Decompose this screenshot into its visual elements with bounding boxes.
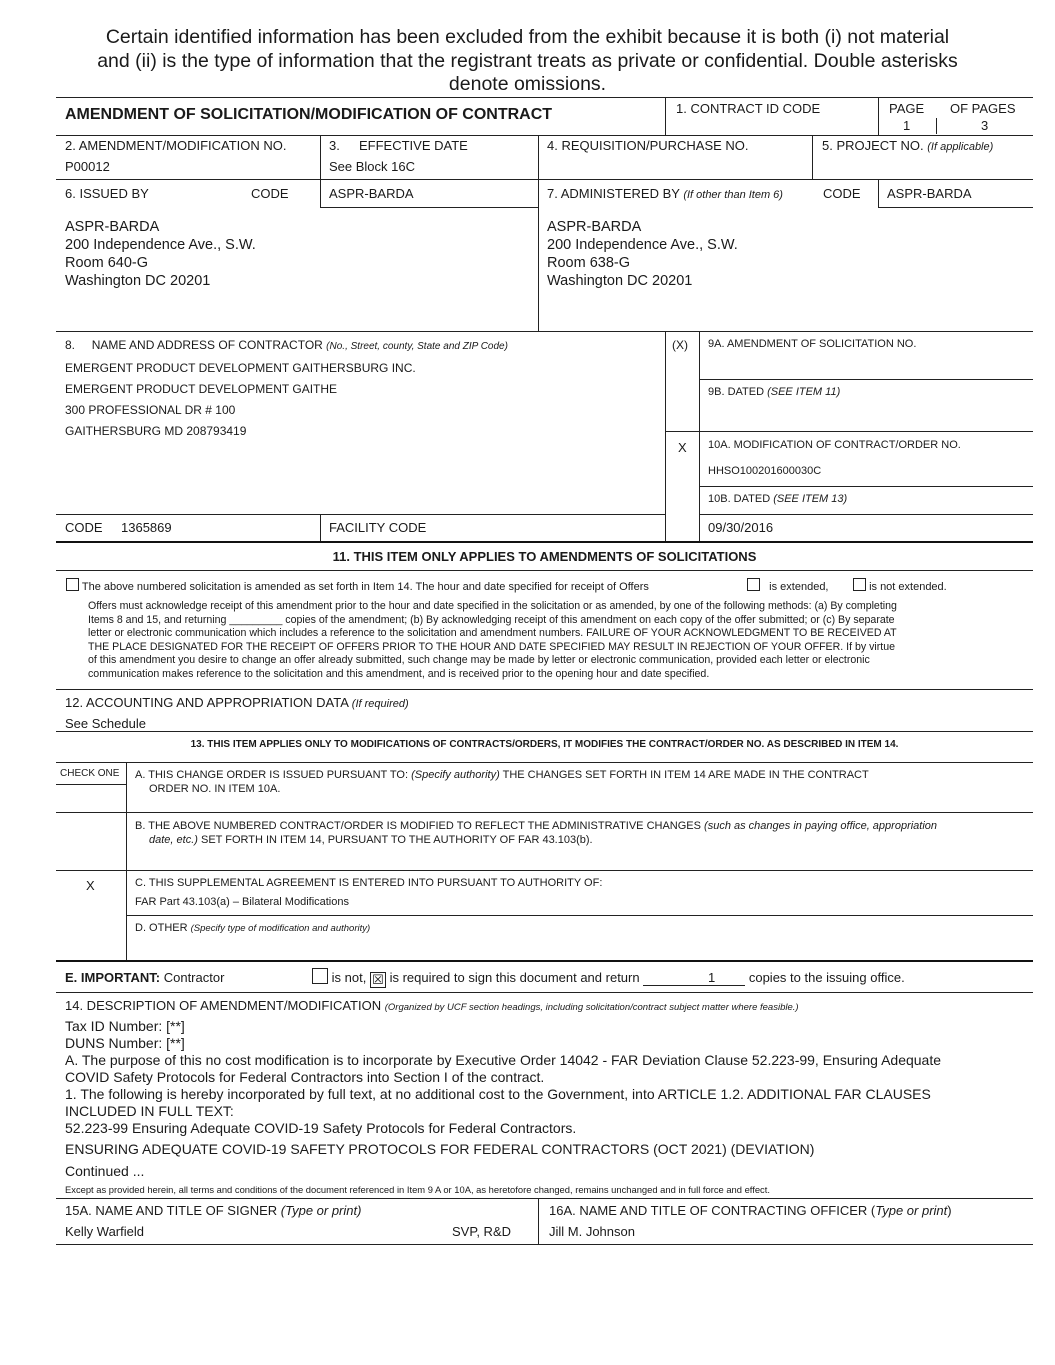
issued-by-label: 6. ISSUED BY xyxy=(65,186,149,201)
form-title: AMENDMENT OF SOLICITATION/MODIFICATION OF CONTRACT xyxy=(65,106,553,123)
is-not-label: is not, xyxy=(331,970,367,985)
option-b-pre: B. THE ABOVE NUMBERED CONTRACT/ORDER IS MODIFIED TO REFLECT THE ADMINISTRATIVE CHANGES xyxy=(135,820,701,832)
requisition-label: 4. REQUISITION/PURCHASE NO. xyxy=(547,138,749,153)
administered-by-text: 7. ADMINISTERED BY xyxy=(547,186,680,201)
signer-label xyxy=(65,1203,361,1218)
item11-line xyxy=(66,578,649,593)
x-column-header: (X) xyxy=(672,338,688,352)
administered-by-address xyxy=(547,218,738,290)
not-extended-option xyxy=(853,578,947,593)
signer-label-text: 15A. NAME AND TITLE OF SIGNER xyxy=(65,1203,278,1218)
address-line: ASPR-BARDA xyxy=(65,219,160,235)
contractor-line: GAITHERSBURG MD 208793419 xyxy=(65,424,247,438)
issued-by-address xyxy=(65,218,256,290)
effective-date-num: 3. xyxy=(329,138,340,153)
option-b-text xyxy=(135,819,1030,847)
instruction-line: THE PLACE DESIGNATED FOR THE RECEIPT OF OFFERS PRIOR TO THE HOUR AND DATE SPECIFIED MAY RESULT IN REJECTION OF YOUR OFFER. If by virtue xyxy=(88,640,896,653)
page-label: PAGE xyxy=(889,101,925,116)
modification-dated-text: 10B. DATED xyxy=(708,493,771,505)
modification-contract-value: HHSO100201600030C xyxy=(708,465,822,477)
option-d-note: (Specify type of modification and authority) xyxy=(190,923,371,934)
banner-line-3: denote omissions. xyxy=(448,73,607,95)
facility-code-label: FACILITY CODE xyxy=(329,520,427,535)
administered-code-label: CODE xyxy=(823,186,861,201)
important-label: E. IMPORTANT: xyxy=(65,970,161,985)
copies-tail: copies to the issuing office. xyxy=(748,970,905,985)
is-extended-option xyxy=(747,578,829,593)
instruction-line: letter or electronic communication which includes a reference to the solicitation and amendment numbers. FAILURE OF YOUR ACKNOWLEDGMENT TO BE RECEIVED AT xyxy=(88,627,897,640)
description-line: INCLUDED IN FULL TEXT: xyxy=(65,1103,234,1119)
copies-count xyxy=(643,970,745,986)
accounting-value: See Schedule xyxy=(65,716,146,731)
officer-label-text: 16A. NAME AND TITLE OF CONTRACTING OFFICER ( xyxy=(549,1203,876,1218)
banner-line-2: and (ii) is the type of information that the registrant treats as private or confidential. Double asterisks xyxy=(97,49,958,72)
is-not-checkbox[interactable] xyxy=(312,968,328,984)
project-no-text: 5. PROJECT NO. xyxy=(822,138,924,153)
description-line: A. The purpose of this no cost modification is to incorporate by Executive Order 14042 - FAR Deviation Clause 52.223-99, Ensuring Adequate xyxy=(65,1052,942,1068)
check-one-label: CHECK ONE xyxy=(60,768,120,779)
modification-check-mark: X xyxy=(678,440,687,455)
terms-footnote: Except as provided herein, all terms and conditions of the document referenced in Item 9 A or 10A, as heretofore changed, remains unchanged and in full force and effect. xyxy=(65,1184,770,1195)
contractor-label-text: NAME AND ADDRESS OF CONTRACTOR xyxy=(91,338,323,352)
project-no-label xyxy=(822,138,993,153)
address-line: Washington DC 20201 xyxy=(547,273,693,289)
instruction-line: Items 8 and 15, and returning _________ copies of the amendment; (b) By acknowledging receipt of this amendment on each copy of the offer submitted; or (c) By separate xyxy=(88,613,895,626)
confidentiality-banner xyxy=(0,26,1055,97)
contractor-address xyxy=(65,358,416,442)
is-required-label: is required to sign this document and return xyxy=(389,970,640,985)
contractor-label xyxy=(65,338,508,352)
banner-line-1: Certain identified information has been excluded from the exhibit because it is both (i) not material xyxy=(105,26,950,48)
contractor-code-value: 1365869 xyxy=(121,520,172,535)
officer-note: Type or print xyxy=(875,1203,948,1218)
option-a-note: (Specify authority) xyxy=(411,769,500,781)
clause-heading: ENSURING ADEQUATE COVID-19 SAFETY PROTOCOLS FOR FEDERAL CONTRACTORS (OCT 2021) (DEVIATION) xyxy=(65,1141,815,1157)
contractor-code-label: CODE xyxy=(65,520,103,535)
description-label-text: 14. DESCRIPTION OF AMENDMENT/MODIFICATION xyxy=(65,998,382,1013)
description-line: 1. The following is hereby incorporated by full text, at no additional cost to the Government, into ARTICLE 1.2. ADDITIONAL FAR CLAUSES xyxy=(65,1086,931,1102)
option-a-pre: A. THIS CHANGE ORDER IS ISSUED PURSUANT TO: xyxy=(135,769,409,781)
option-c-mark: X xyxy=(86,878,95,893)
continued-note: Continued ... xyxy=(65,1163,145,1179)
of-pages-label: OF PAGES xyxy=(950,101,1016,116)
amendment-dated-note: (SEE ITEM 11) xyxy=(767,386,841,398)
administered-code-value: ASPR-BARDA xyxy=(887,186,972,201)
not-extended-checkbox[interactable] xyxy=(853,578,866,591)
issued-code-label: CODE xyxy=(251,186,289,201)
modification-dated-value: 09/30/2016 xyxy=(708,520,774,535)
officer-label-close: ) xyxy=(947,1203,952,1218)
officer-label xyxy=(549,1203,952,1218)
contractor-num: 8. xyxy=(65,338,76,352)
signature-requirement xyxy=(312,968,905,988)
important-contractor: Contractor xyxy=(163,970,225,985)
address-line: Washington DC 20201 xyxy=(65,273,211,289)
amendment-no-label: 2. AMENDMENT/MODIFICATION NO. xyxy=(65,138,287,153)
page-number: 1 xyxy=(903,118,911,133)
address-line: 200 Independence Ave., S.W. xyxy=(547,237,738,253)
is-required-checkbox[interactable]: ☒ xyxy=(370,972,386,988)
administered-by-label xyxy=(547,186,783,201)
option-d-label: D. OTHER xyxy=(135,922,188,934)
issued-code-value: ASPR-BARDA xyxy=(329,186,414,201)
option-c-text: C. THIS SUPPLEMENTAL AGREEMENT IS ENTERED INTO PURSUANT TO AUTHORITY OF: xyxy=(135,877,603,889)
effective-date-label: EFFECTIVE DATE xyxy=(359,138,468,153)
address-line: Room 638-G xyxy=(547,255,631,271)
option-a-post: THE CHANGES SET FORTH IN ITEM 14 ARE MADE IN THE CONTRACT xyxy=(502,769,869,781)
modification-dated-label xyxy=(708,493,847,505)
effective-date-value: See Block 16C xyxy=(329,159,415,174)
description-line: COVID Safety Protocols for Federal Contractors into Section I of the contract. xyxy=(65,1069,545,1085)
contractor-line: 300 PROFESSIONAL DR # 100 xyxy=(65,403,236,417)
description-line: DUNS Number: [**] xyxy=(65,1035,185,1051)
accounting-label xyxy=(65,695,409,710)
amendment-no-value: P00012 xyxy=(65,159,110,174)
amendment-solicitation-label: 9A. AMENDMENT OF SOLICITATION NO. xyxy=(708,338,917,350)
signer-name: Kelly Warfield xyxy=(65,1224,144,1239)
option-b-note2: date, etc.) xyxy=(149,834,198,846)
item11-text: The above numbered solicitation is amended as set forth in Item 14. The hour and date specified for receipt of Offers xyxy=(81,581,649,593)
not-extended-label: is not extended. xyxy=(869,581,947,593)
option-a-line2: ORDER NO. IN ITEM 10A. xyxy=(149,783,281,795)
amendment-dated-label xyxy=(708,386,840,398)
address-line: ASPR-BARDA xyxy=(547,219,642,235)
item13-title: 13. THIS ITEM APPLIES ONLY TO MODIFICATIONS OF CONTRACTS/ORDERS, IT MODIFIES THE CONTRACT/ORDER NO. AS DESCRIBED IN ITEM 14. xyxy=(190,739,899,750)
description-note: (Organized by UCF section headings, including solicitation/contract subject matter where feasible.) xyxy=(384,1002,799,1013)
address-line: 200 Independence Ave., S.W. xyxy=(65,237,256,253)
administered-by-note: (If other than Item 6) xyxy=(683,189,783,201)
copies-count-value: 1 xyxy=(707,970,716,985)
contractor-line: EMERGENT PRODUCT DEVELOPMENT GAITHE xyxy=(65,382,338,396)
accounting-label-text: 12. ACCOUNTING AND APPROPRIATION DATA xyxy=(65,695,349,710)
is-extended-checkbox[interactable] xyxy=(747,578,760,591)
item11-checkbox[interactable] xyxy=(66,578,79,591)
description-body xyxy=(65,1018,941,1137)
item11-instructions xyxy=(88,600,1018,682)
description-line: Tax ID Number: [**] xyxy=(65,1018,185,1034)
option-c-value: FAR Part 43.103(a) – Bilateral Modifications xyxy=(135,896,349,908)
important-row xyxy=(65,970,224,985)
total-pages: 3 xyxy=(981,118,989,133)
item11-title: 11. THIS ITEM ONLY APPLIES TO AMENDMENTS OF SOLICITATIONS xyxy=(332,549,757,564)
option-a-text xyxy=(135,768,869,796)
signer-title: SVP, R&D xyxy=(452,1224,512,1239)
option-d-text xyxy=(135,922,370,934)
address-line: Room 640-G xyxy=(65,255,149,271)
description-label xyxy=(65,998,799,1013)
is-extended-label: is extended, xyxy=(769,581,829,593)
instruction-line: of this amendment you desire to change an offer already submitted, such change may be made by letter or electronic communication, provided each letter or electronic xyxy=(88,654,870,667)
option-b-post: SET FORTH IN ITEM 14, PURSUANT TO THE AUTHORITY OF FAR 43.103(b). xyxy=(200,834,593,846)
contractor-note: (No., Street, county, State and ZIP Code) xyxy=(326,341,508,352)
description-line: 52.223-99 Ensuring Adequate COVID-19 Safety Protocols for Federal Contractors. xyxy=(65,1120,577,1136)
contract-id-label: 1. CONTRACT ID CODE xyxy=(676,101,821,116)
modification-dated-note: (SEE ITEM 13) xyxy=(773,493,848,505)
signer-note: (Type or print) xyxy=(280,1203,362,1218)
officer-name: Jill M. Johnson xyxy=(549,1224,635,1239)
modification-contract-label: 10A. MODIFICATION OF CONTRACT/ORDER NO. xyxy=(708,439,961,451)
contractor-line: EMERGENT PRODUCT DEVELOPMENT GAITHERSBURG INC. xyxy=(65,361,416,375)
project-no-note: (If applicable) xyxy=(927,141,994,153)
instruction-line: Offers must acknowledge receipt of this amendment prior to the hour and date specified in the solicitation or as amended, by one of the following methods: (a) By completing xyxy=(88,600,897,612)
instruction-line: communication makes reference to the solicitation and this amendment, and is received prior to the opening hour and date specified. xyxy=(88,667,710,680)
option-b-note: (such as changes in paying office, appropriation xyxy=(704,820,938,832)
amendment-dated-text: 9B. DATED xyxy=(708,386,765,398)
accounting-note: (If required) xyxy=(351,698,409,710)
